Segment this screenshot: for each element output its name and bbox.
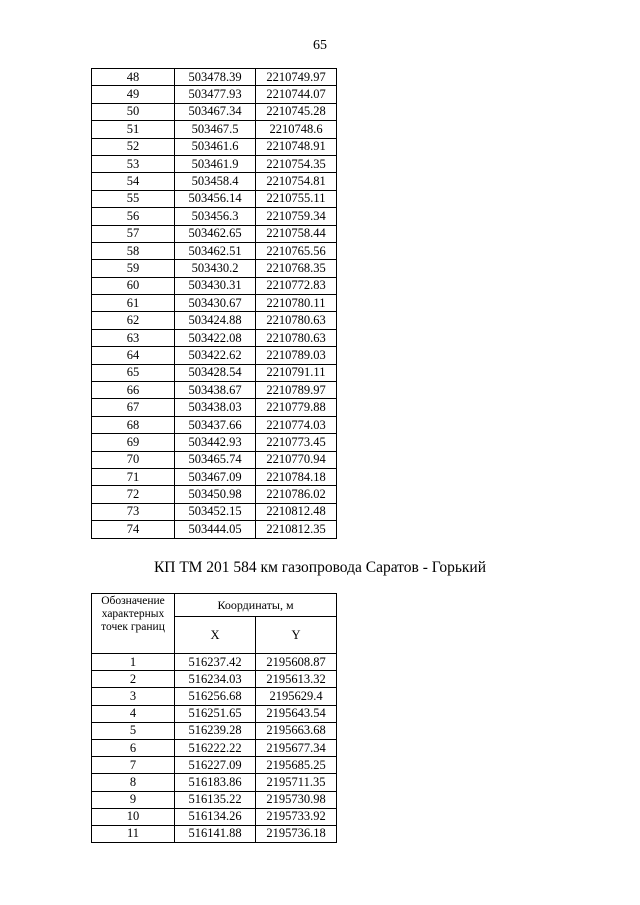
- table-row: [92, 791, 337, 808]
- y-coordinate-cell: 2210789.03: [256, 347, 337, 364]
- table-row: [92, 329, 337, 346]
- table-row: [92, 364, 337, 381]
- table-row: [92, 312, 337, 329]
- table-row: [92, 399, 337, 416]
- table-row: [92, 260, 337, 277]
- y-coordinate-cell: 2195730.98: [256, 791, 337, 808]
- y-coordinate-cell: 2210765.56: [256, 242, 337, 259]
- x-coordinate-cell: 503437.66: [175, 416, 256, 433]
- table-row: [92, 451, 337, 468]
- table-row: [92, 671, 337, 688]
- point-number-cell: 4: [92, 705, 175, 722]
- header-y: Y: [256, 617, 337, 654]
- table-row: [92, 774, 337, 791]
- y-coordinate-cell: 2210791.11: [256, 364, 337, 381]
- y-coordinate-cell: 2210770.94: [256, 451, 337, 468]
- table-row: [92, 190, 337, 207]
- point-number-cell: 7: [92, 757, 175, 774]
- x-coordinate-cell: 503444.05: [175, 521, 256, 538]
- y-coordinate-cell: 2195663.68: [256, 722, 337, 739]
- point-number-cell: 8: [92, 774, 175, 791]
- point-number-cell: 1: [92, 654, 175, 671]
- point-number-cell: 49: [92, 86, 175, 103]
- x-coordinate-cell: 516135.22: [175, 791, 256, 808]
- point-number-cell: 62: [92, 312, 175, 329]
- boundary-coordinates-table: [91, 593, 337, 843]
- y-coordinate-cell: 2210748.6: [256, 121, 337, 138]
- point-number-cell: 5: [92, 722, 175, 739]
- x-coordinate-cell: 516237.42: [175, 654, 256, 671]
- y-coordinate-cell: 2210773.45: [256, 434, 337, 451]
- header-coordinates: Координаты, м: [175, 594, 337, 617]
- point-number-cell: 61: [92, 295, 175, 312]
- x-coordinate-cell: 503450.98: [175, 486, 256, 503]
- point-number-cell: 56: [92, 208, 175, 225]
- point-number-cell: 57: [92, 225, 175, 242]
- point-number-cell: 73: [92, 503, 175, 520]
- point-number-cell: 59: [92, 260, 175, 277]
- x-coordinate-cell: 503456.3: [175, 208, 256, 225]
- point-number-cell: 67: [92, 399, 175, 416]
- x-coordinate-cell: 503465.74: [175, 451, 256, 468]
- x-coordinate-cell: 516183.86: [175, 774, 256, 791]
- point-number-cell: 48: [92, 69, 175, 86]
- table-row: [92, 103, 337, 120]
- table-row: [92, 416, 337, 433]
- point-number-cell: 51: [92, 121, 175, 138]
- y-coordinate-cell: 2210789.97: [256, 382, 337, 399]
- x-coordinate-cell: 503442.93: [175, 434, 256, 451]
- y-coordinate-cell: 2210758.44: [256, 225, 337, 242]
- boundary-table-body: [92, 654, 337, 843]
- point-number-cell: 64: [92, 347, 175, 364]
- y-coordinate-cell: 2210779.88: [256, 399, 337, 416]
- y-coordinate-cell: 2210780.63: [256, 312, 337, 329]
- x-coordinate-cell: 503438.03: [175, 399, 256, 416]
- table-row: [92, 722, 337, 739]
- section-title: КП ТМ 201 584 км газопровода Саратов - Горький: [153, 559, 487, 576]
- table-row: [92, 208, 337, 225]
- x-coordinate-cell: 503467.5: [175, 121, 256, 138]
- point-number-cell: 53: [92, 155, 175, 172]
- y-coordinate-cell: 2195677.34: [256, 739, 337, 756]
- table-row: [92, 225, 337, 242]
- table-row: [92, 347, 337, 364]
- y-coordinate-cell: 2195733.92: [256, 808, 337, 825]
- point-number-cell: 3: [92, 688, 175, 705]
- table-row: [92, 503, 337, 520]
- x-coordinate-cell: 503478.39: [175, 69, 256, 86]
- point-number-cell: 2: [92, 671, 175, 688]
- y-coordinate-cell: 2210812.48: [256, 503, 337, 520]
- coordinates-table-body: [92, 69, 337, 539]
- x-coordinate-cell: 503456.14: [175, 190, 256, 207]
- y-coordinate-cell: 2210812.35: [256, 521, 337, 538]
- point-number-cell: 74: [92, 521, 175, 538]
- x-coordinate-cell: 503422.62: [175, 347, 256, 364]
- y-coordinate-cell: 2195711.35: [256, 774, 337, 791]
- y-coordinate-cell: 2210755.11: [256, 190, 337, 207]
- y-coordinate-cell: 2210780.63: [256, 329, 337, 346]
- table-row: [92, 138, 337, 155]
- point-number-cell: 58: [92, 242, 175, 259]
- x-coordinate-cell: 516227.09: [175, 757, 256, 774]
- y-coordinate-cell: 2195736.18: [256, 825, 337, 842]
- point-number-cell: 54: [92, 173, 175, 190]
- y-coordinate-cell: 2210759.34: [256, 208, 337, 225]
- x-coordinate-cell: 516222.22: [175, 739, 256, 756]
- point-number-cell: 70: [92, 451, 175, 468]
- point-number-cell: 55: [92, 190, 175, 207]
- table-row: [92, 486, 337, 503]
- table-row: [92, 382, 337, 399]
- table-row: [92, 654, 337, 671]
- x-coordinate-cell: 503461.9: [175, 155, 256, 172]
- x-coordinate-cell: 503424.88: [175, 312, 256, 329]
- x-coordinate-cell: 516239.28: [175, 722, 256, 739]
- x-coordinate-cell: 503458.4: [175, 173, 256, 190]
- table-row: [92, 155, 337, 172]
- point-number-cell: 52: [92, 138, 175, 155]
- x-coordinate-cell: 503461.6: [175, 138, 256, 155]
- x-coordinate-cell: 503422.08: [175, 329, 256, 346]
- x-coordinate-cell: 503430.31: [175, 277, 256, 294]
- point-number-cell: 69: [92, 434, 175, 451]
- x-coordinate-cell: 516256.68: [175, 688, 256, 705]
- point-number-cell: 9: [92, 791, 175, 808]
- y-coordinate-cell: 2195613.32: [256, 671, 337, 688]
- coordinates-table-continued: [91, 68, 337, 539]
- x-coordinate-cell: 503428.54: [175, 364, 256, 381]
- table-row: [92, 277, 337, 294]
- table-row: [92, 86, 337, 103]
- x-coordinate-cell: 503467.34: [175, 103, 256, 120]
- y-coordinate-cell: 2210744.07: [256, 86, 337, 103]
- y-coordinate-cell: 2210780.11: [256, 295, 337, 312]
- table-row: [92, 688, 337, 705]
- page-number: 65: [313, 38, 327, 53]
- y-coordinate-cell: 2210784.18: [256, 468, 337, 485]
- table-row: [92, 121, 337, 138]
- x-coordinate-cell: 503438.67: [175, 382, 256, 399]
- x-coordinate-cell: 503462.51: [175, 242, 256, 259]
- y-coordinate-cell: 2210772.83: [256, 277, 337, 294]
- header-x: X: [175, 617, 256, 654]
- x-coordinate-cell: 516141.88: [175, 825, 256, 842]
- y-coordinate-cell: 2210768.35: [256, 260, 337, 277]
- x-coordinate-cell: 503477.93: [175, 86, 256, 103]
- point-number-cell: 72: [92, 486, 175, 503]
- y-coordinate-cell: 2210754.35: [256, 155, 337, 172]
- y-coordinate-cell: 2210749.97: [256, 69, 337, 86]
- table-row: [92, 173, 337, 190]
- x-coordinate-cell: 516234.03: [175, 671, 256, 688]
- point-number-cell: 65: [92, 364, 175, 381]
- x-coordinate-cell: 516134.26: [175, 808, 256, 825]
- point-number-cell: 10: [92, 808, 175, 825]
- x-coordinate-cell: 503467.09: [175, 468, 256, 485]
- x-coordinate-cell: 516251.65: [175, 705, 256, 722]
- table-row: [92, 434, 337, 451]
- x-coordinate-cell: 503452.15: [175, 503, 256, 520]
- y-coordinate-cell: 2210754.81: [256, 173, 337, 190]
- y-coordinate-cell: 2195643.54: [256, 705, 337, 722]
- header-point-designation: Обозначение характерных точек границ: [92, 594, 175, 654]
- y-coordinate-cell: 2210774.03: [256, 416, 337, 433]
- table-row: [92, 705, 337, 722]
- x-coordinate-cell: 503430.67: [175, 295, 256, 312]
- y-coordinate-cell: 2210786.02: [256, 486, 337, 503]
- table-row: [92, 739, 337, 756]
- y-coordinate-cell: 2195608.87: [256, 654, 337, 671]
- y-coordinate-cell: 2195629.4: [256, 688, 337, 705]
- table-row: [92, 825, 337, 842]
- point-number-cell: 71: [92, 468, 175, 485]
- y-coordinate-cell: 2195685.25: [256, 757, 337, 774]
- x-coordinate-cell: 503430.2: [175, 260, 256, 277]
- point-number-cell: 11: [92, 825, 175, 842]
- table-row: [92, 468, 337, 485]
- y-coordinate-cell: 2210745.28: [256, 103, 337, 120]
- table-row: [92, 757, 337, 774]
- table-row: [92, 242, 337, 259]
- point-number-cell: 6: [92, 739, 175, 756]
- point-number-cell: 68: [92, 416, 175, 433]
- table-row: [92, 808, 337, 825]
- point-number-cell: 50: [92, 103, 175, 120]
- y-coordinate-cell: 2210748.91: [256, 138, 337, 155]
- table-row: [92, 69, 337, 86]
- table-row: [92, 295, 337, 312]
- x-coordinate-cell: 503462.65: [175, 225, 256, 242]
- table-row: [92, 521, 337, 538]
- point-number-cell: 63: [92, 329, 175, 346]
- point-number-cell: 66: [92, 382, 175, 399]
- point-number-cell: 60: [92, 277, 175, 294]
